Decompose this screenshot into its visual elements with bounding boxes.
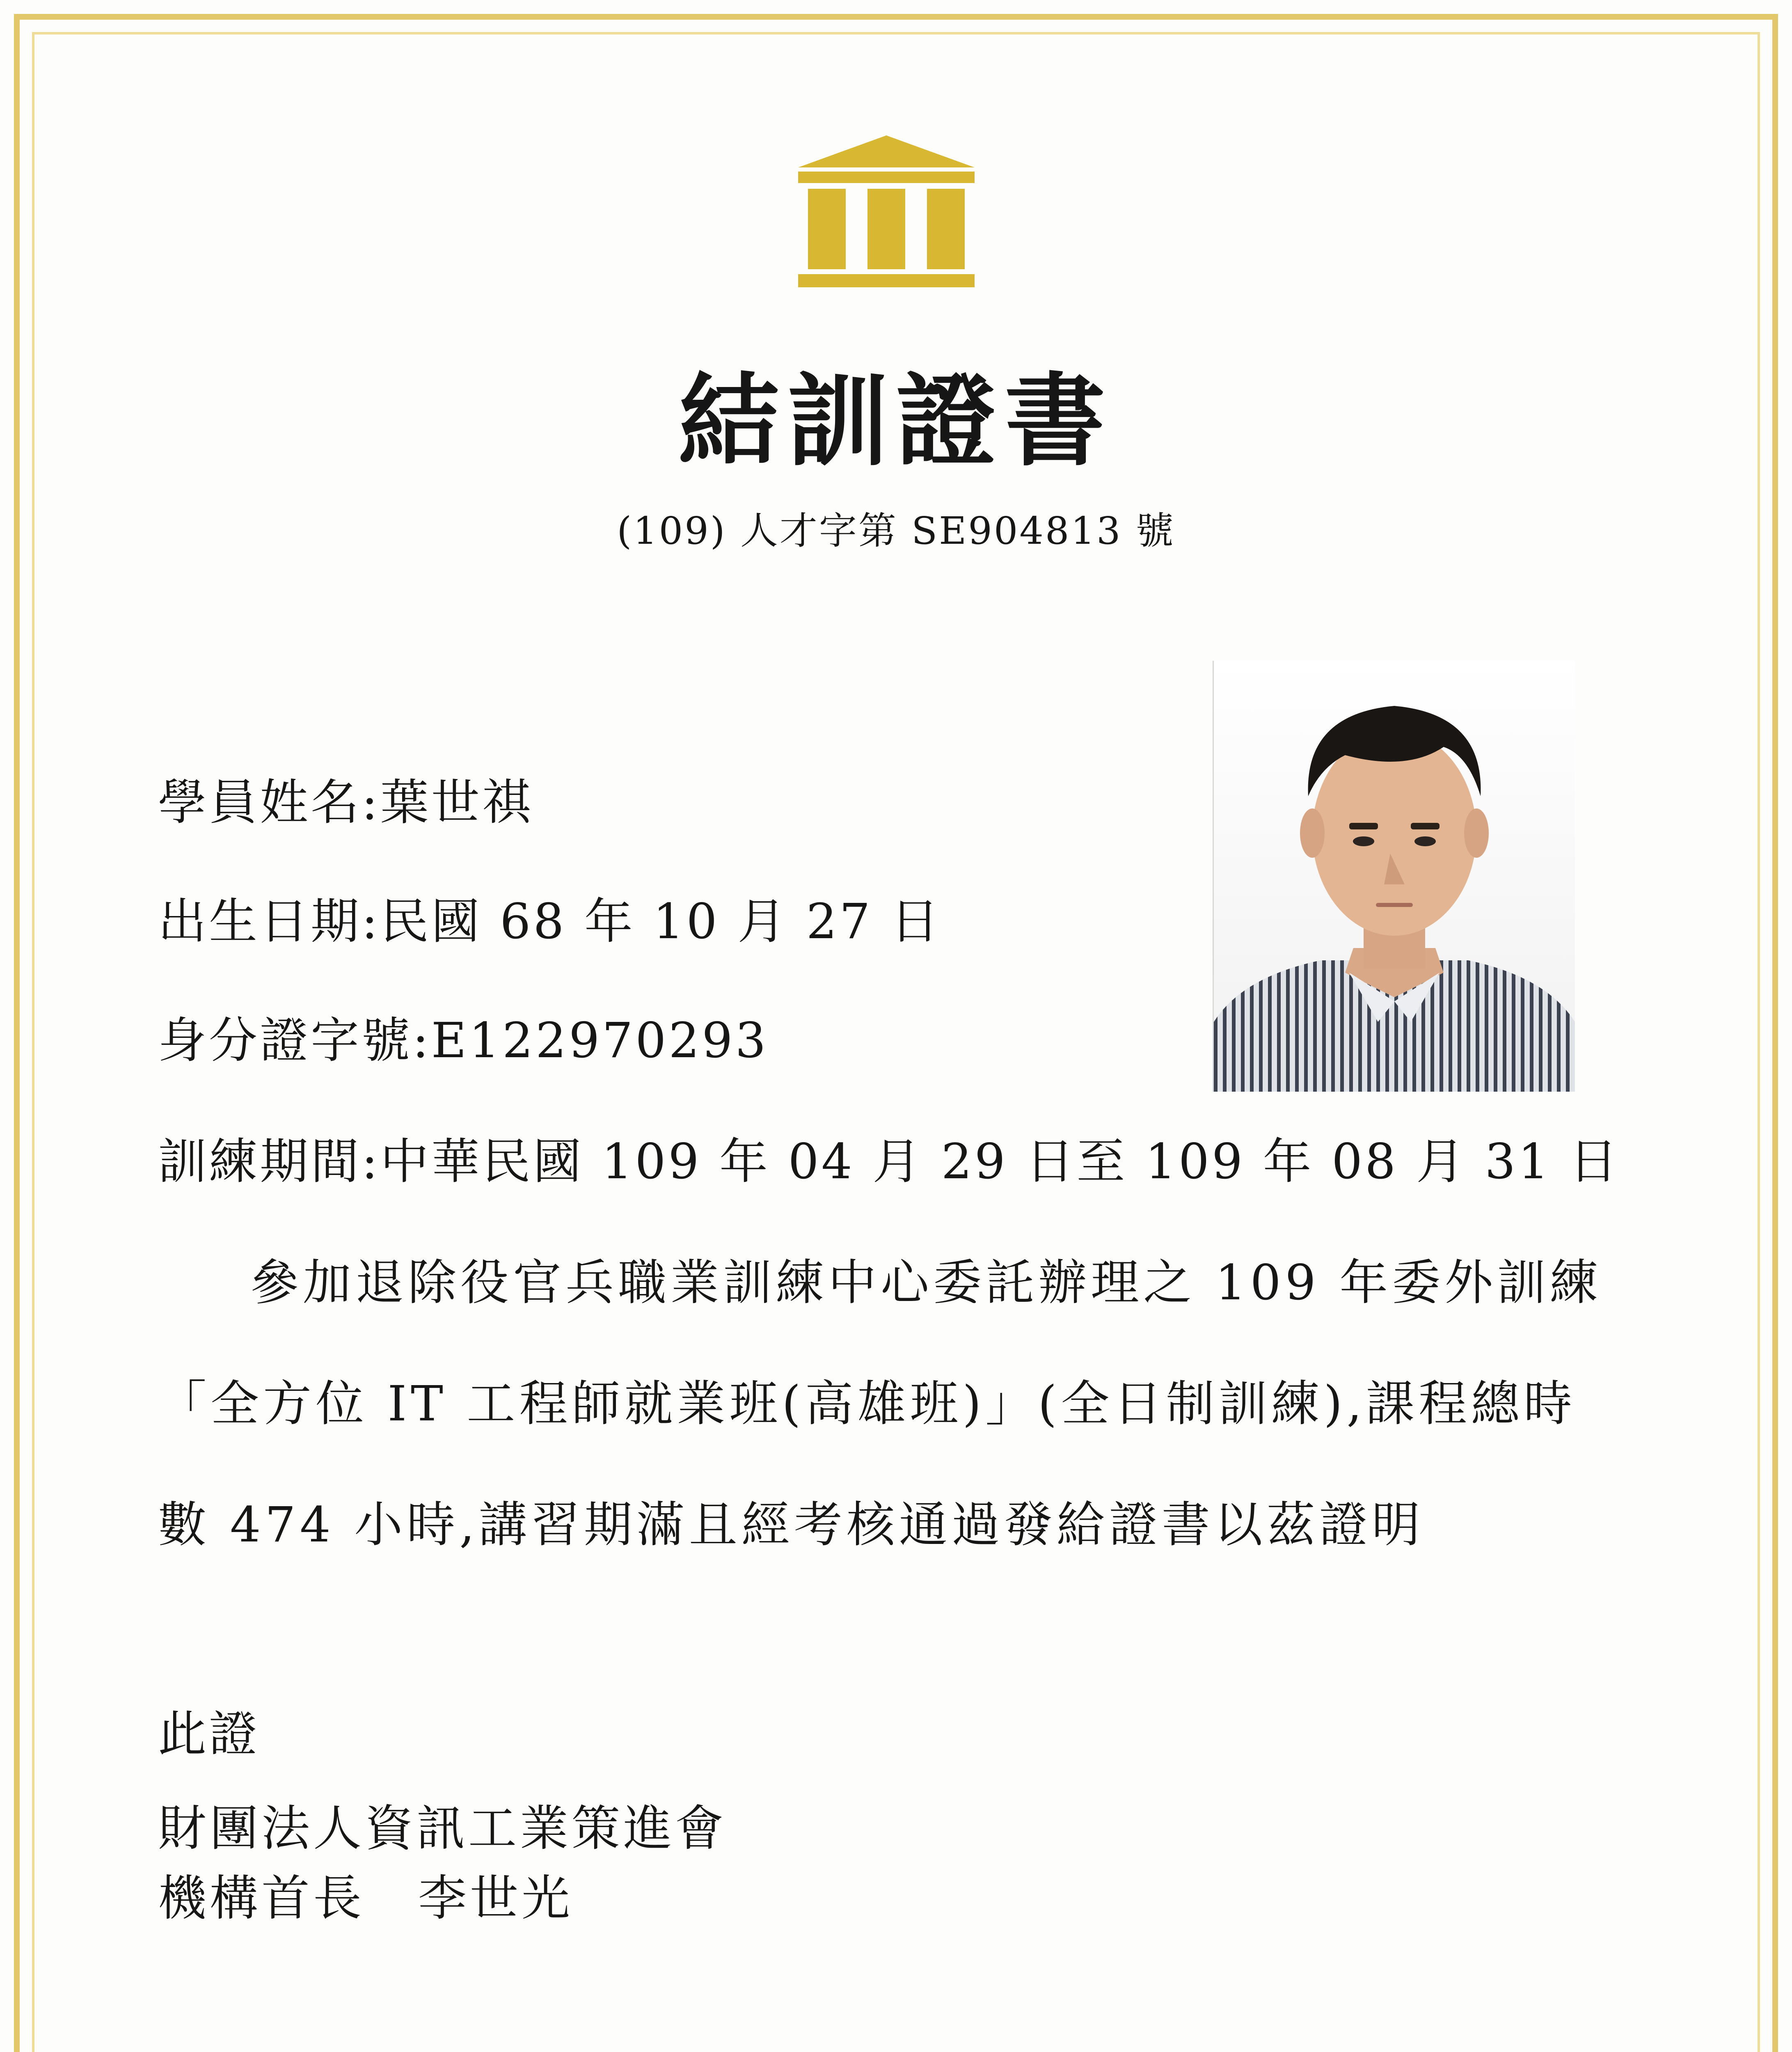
iii-building-logo-icon bbox=[798, 135, 975, 287]
birth-date: 出生日期:民國 68 年 10 月 27 日 bbox=[158, 893, 942, 950]
body-line-1: 參加退除役官兵職業訓練中心委託辦理之 109 年委外訓練 bbox=[250, 1254, 1602, 1311]
edu-laurel-emblem bbox=[135, 1995, 570, 2052]
head-name: 李世光 bbox=[418, 1870, 574, 1926]
id-number: 身分證字號:E122970293 bbox=[158, 1012, 769, 1069]
certificate-title: 結訓證書 bbox=[678, 362, 1114, 480]
body-line-3: 數 474 小時,講習期滿且經考核通過發給證書以茲證明 bbox=[158, 1496, 1424, 1553]
head-signature bbox=[158, 1859, 573, 1929]
organization-name: 財團法人資訊工業策進會 bbox=[158, 1800, 727, 1857]
student-name: 學員姓名:葉世祺 bbox=[158, 774, 533, 831]
body-line-2: 「全方位 IT 工程師就業班(高雄班)」(全日制訓練),課程總時 bbox=[158, 1375, 1576, 1432]
closing-text: 此證 bbox=[158, 1706, 260, 1762]
training-period: 訓練期間:中華民國 109 年 04 月 29 日至 109 年 08 月 31 日 bbox=[158, 1133, 1620, 1190]
head-title: 機構首長 bbox=[158, 1870, 365, 1926]
portrait-image bbox=[1214, 661, 1575, 1092]
certificate-number: (109) 人才字第 SE904813 號 bbox=[617, 509, 1175, 553]
student-photo bbox=[1213, 661, 1575, 1092]
